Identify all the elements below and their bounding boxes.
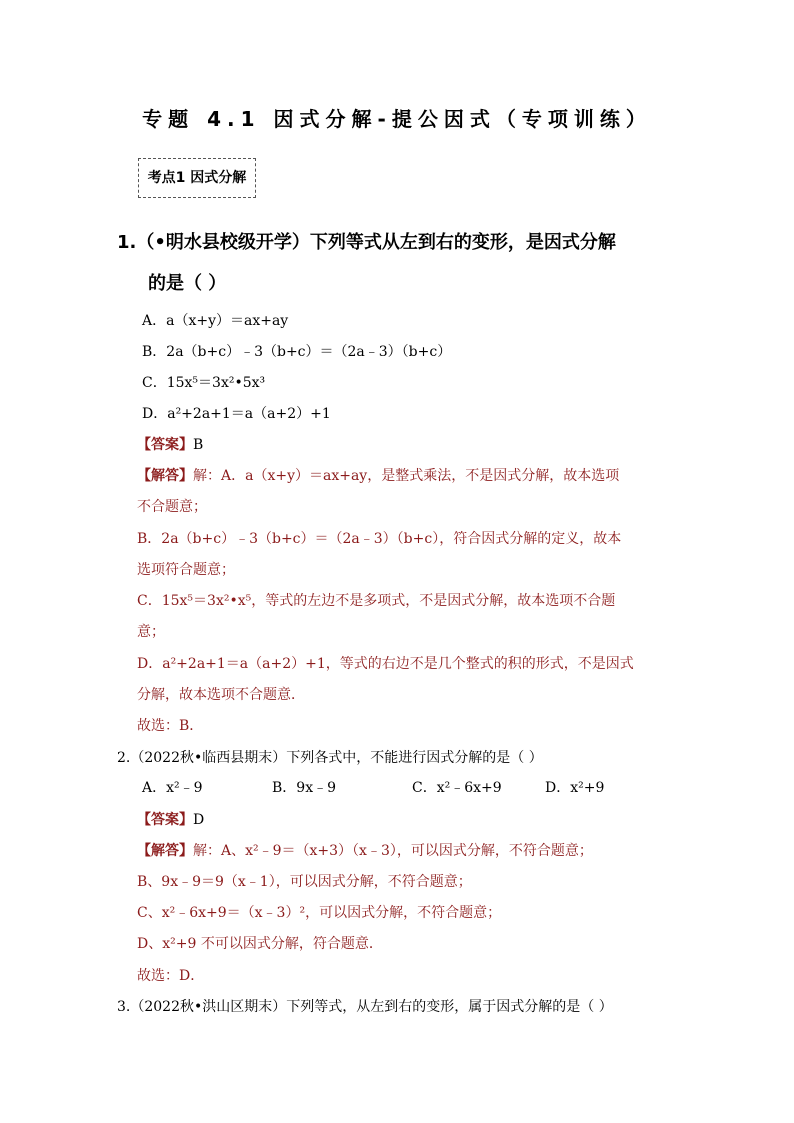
q2-analysis-tag: 【解答】 [137, 843, 193, 859]
q2-answer-tag: 【答案】 [137, 812, 193, 828]
q2-answer-row [137, 810, 204, 830]
section-label: 考点1 因式分解 [138, 158, 256, 198]
q2-option-b: B．9x﹣9 [272, 780, 336, 796]
q2-option-c: C．x²﹣6x+9 [412, 780, 502, 796]
page-title: 专题 4.1 因式分解-提公因式（专项训练） [142, 107, 652, 131]
q1-analysis-line: 故选：B． [137, 718, 204, 734]
q1-analysis-line: 选项符合题意； [137, 562, 235, 578]
q1-stem-line1: 1.（•明水县校级开学）下列等式从左到右的变形，是因式分解 [117, 232, 616, 253]
q1-analysis-row-1 [137, 466, 619, 486]
q2-analysis-line: 故选：D． [137, 968, 205, 984]
q2-analysis-line: D、x²+9 不可以因式分解，符合题意． [137, 936, 383, 952]
q1-option-d: D．a²+2a+1＝a（a+2）+1 [142, 406, 331, 422]
q1-analysis-line: D．a²+2a+1＝a（a+2）+1，等式的右边不是几个整式的积的形式，不是因式 [137, 656, 634, 672]
q1-answer-tag: 【答案】 [137, 437, 193, 453]
q1-option-b: B．2a（b+c）﹣3（b+c）＝（2a﹣3）（b+c） [142, 344, 452, 360]
q1-analysis-line: 意； [137, 624, 165, 640]
q2-option-a: A．x²﹣9 [142, 780, 203, 796]
q1-stem-line2: 的是（ ） [148, 273, 227, 294]
q1-analysis-line: 分解，故本选项不合题意． [137, 687, 305, 703]
q2-stem: 2.（2022秋•临西县期末）下列各式中，不能进行因式分解的是（ ） [117, 750, 543, 766]
q1-answer: B [193, 437, 204, 453]
q1-analysis-line: B．2a（b+c）﹣3（b+c）＝（2a﹣3）（b+c），符合因式分解的定义，故本 [137, 531, 622, 547]
q1-option-c: C．15x⁵＝3x²•5x³ [142, 375, 266, 391]
q2-analysis-line: B、9x﹣9＝9（x﹣1），可以因式分解，不符合题意； [137, 874, 472, 890]
q2-option-d: D．x²+9 [545, 780, 605, 796]
q3-stem: 3.（2022秋•洪山区期末）下列等式，从左到右的变形，属于因式分解的是（ ） [117, 999, 613, 1015]
q2-answer: D [193, 812, 205, 828]
q1-analysis-line: C．15x⁵＝3x²•x⁵，等式的左边不是多项式，不是因式分解，故本选项不合题 [137, 593, 616, 609]
q2-analysis-line: C、x²﹣6x+9＝（x﹣3）²，可以因式分解，不符合题意； [137, 905, 502, 921]
q1-analysis-line: 不合题意； [137, 499, 207, 515]
q1-analysis-tag: 【解答】 [137, 468, 193, 484]
q1-option-a: A．a（x+y）＝ax+ay [142, 313, 289, 329]
q2-analysis-line: 解：A、x²﹣9＝（x+3）（x﹣3），可以因式分解，不符合题意； [193, 843, 593, 859]
q1-answer-row [137, 435, 203, 455]
q2-analysis-row-1 [137, 841, 593, 861]
q1-analysis-line: 解：A．a（x+y）＝ax+ay，是整式乘法，不是因式分解，故本选项 [193, 468, 620, 484]
